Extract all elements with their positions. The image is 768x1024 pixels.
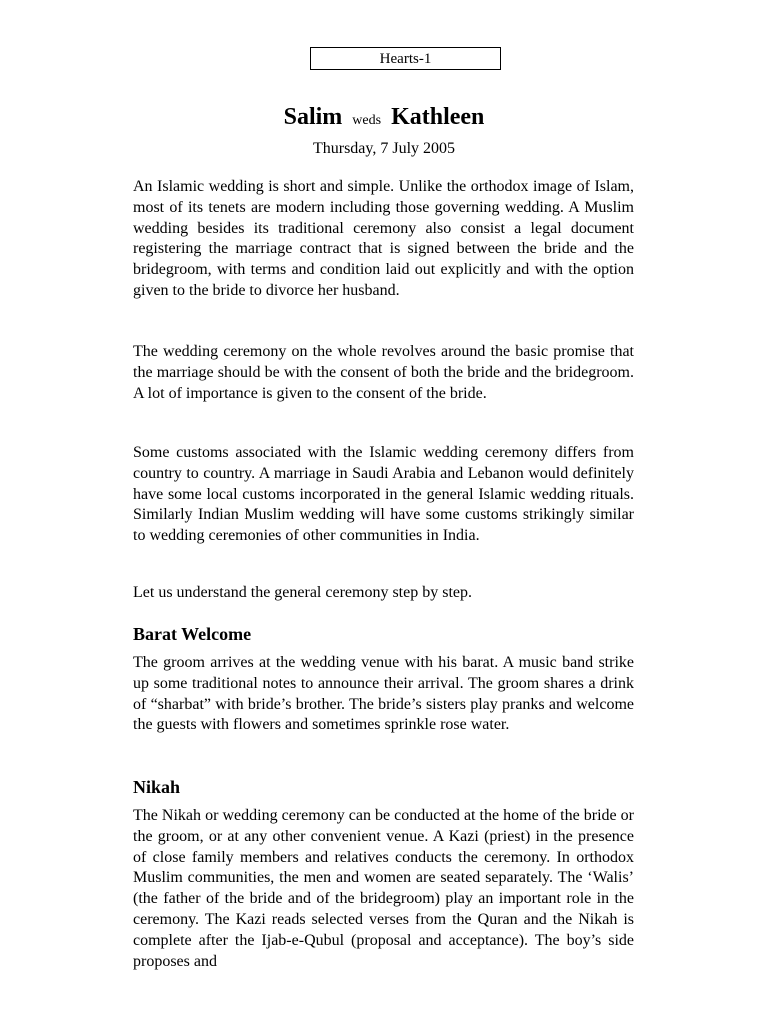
paragraph-barat-welcome: The groom arrives at the wedding venue with his barat. A music band strike up some traditional notes to announce their arrival. The groom shares a drink of “sharbat” with bride’s brother. The bride’s sisters play pranks and welcome the guests with flowers and sometimes sprinkle rose water. [133, 654, 634, 734]
paragraph-nikah: The Nikah or wedding ceremony can be conducted at the home of the bride or the groom, or at any other convenient venue. A Kazi (priest) in the presence of close family members and relatives conducts the ceremony. In orthodox Muslim communities, the men and women are seated separately. The ‘Walis’ (the father of the bride and of the bridegroom) play an important role in the ceremony. The Kazi reads selected verses from the Quran and the Nikah is complete after the Ijab-e-Qubul (proposal and acceptance). The boy’s side proposes and [133, 807, 634, 970]
heading-barat-welcome: Barat Welcome [133, 624, 252, 644]
wedding-date: Thursday, 7 July 2005 [312, 140, 456, 157]
paragraph-customs: Some customs associated with the Islamic wedding ceremony differs from country to country. A marriage in Saudi Arabia and Lebanon would definitely have some local customs incorporated in the general Islamic wedding rituals. Similarly Indian Muslim wedding will have some customs strikingly similar to wedding ceremonies of other communities in India. [133, 444, 634, 545]
bride-name: Kathleen [391, 104, 485, 130]
paragraph-steps: Let us understand the general ceremony step by step. [133, 584, 472, 601]
header-box: Hearts-1 [310, 47, 501, 70]
groom-name: Salim [283, 104, 343, 130]
paragraph-consent: The wedding ceremony on the whole revolves around the basic promise that the marriage should be with the consent of both the bride and the bridegroom. A lot of importance is given to the consent of the bride. [133, 343, 634, 402]
heading-nikah: Nikah [133, 777, 181, 797]
page-title [0, 100, 768, 138]
paragraph-intro: An Islamic wedding is short and simple. Unlike the orthodox image of Islam, most of its tenets are modern including those governing wedding. A Muslim wedding besides its traditional ceremony also consist a legal document registering the marriage contract that is signed between the bride and the bridegroom, with terms and condition laid out explicitly and with the option given to the bride to divorce her husband. [133, 178, 634, 299]
title-connector: weds [352, 113, 382, 128]
